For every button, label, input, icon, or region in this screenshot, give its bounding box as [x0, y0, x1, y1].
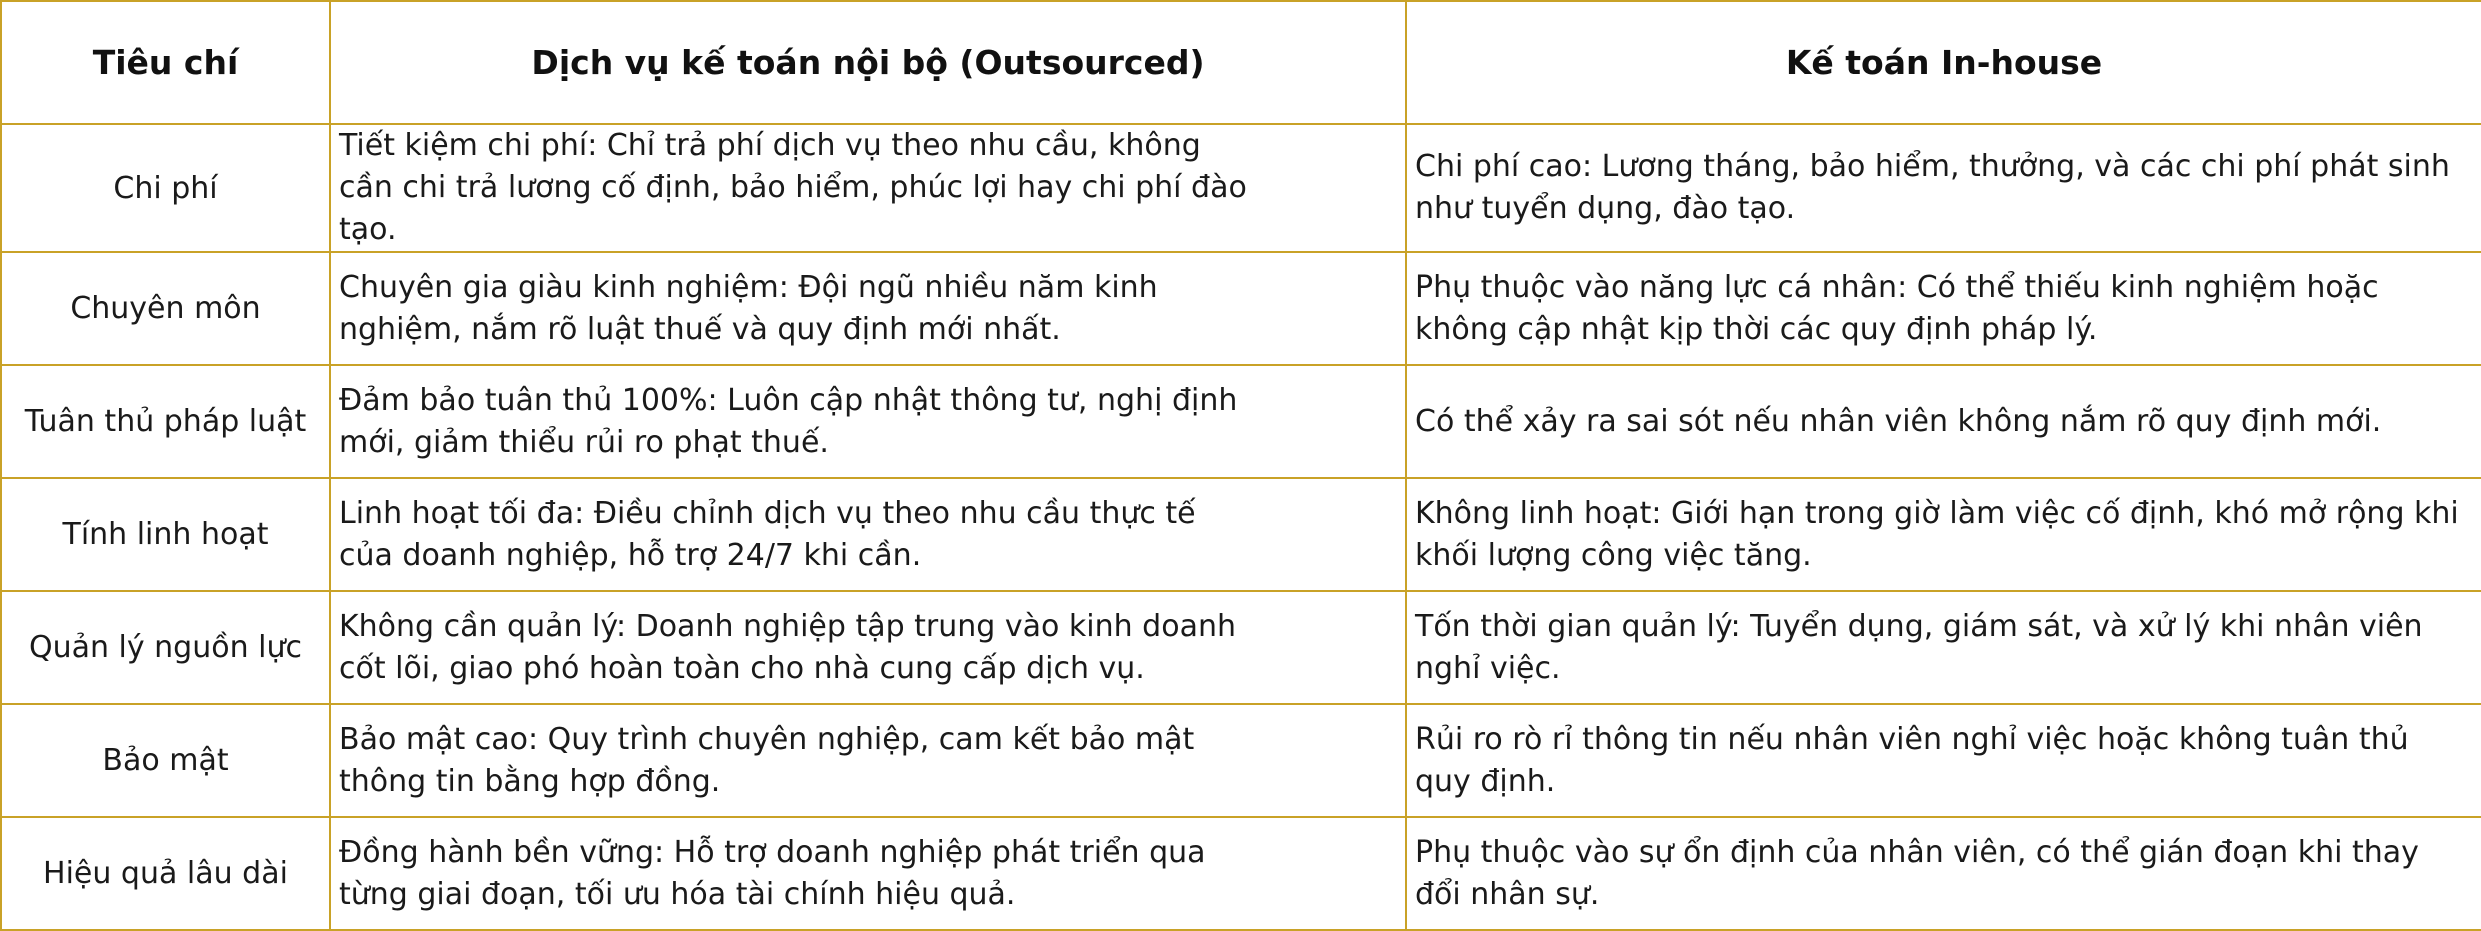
inhouse-text: Phụ thuộc vào sự ổn định của nhân viên, có thể gián đoạn khi thay đổi nhân sự. [1415, 834, 2419, 912]
table-header [1, 1, 2481, 124]
criterion-cell: Tính linh hoạt [1, 478, 330, 591]
inhouse-cell [1406, 252, 2481, 365]
inhouse-text: Không linh hoạt: Giới hạn trong giờ làm việc cố định, khó mở rộng khi khối lượng công việc tăng. [1415, 495, 2459, 573]
table-body [1, 124, 2481, 930]
table-row [1, 124, 2481, 252]
inhouse-cell [1406, 124, 2481, 252]
table-row [1, 365, 2481, 478]
outsourced-cell [330, 817, 1406, 930]
inhouse-cell [1406, 704, 2481, 817]
inhouse-text: Tốn thời gian quản lý: Tuyển dụng, giám sát, và xử lý khi nhân viên nghỉ việc. [1415, 608, 2423, 686]
criterion-cell: Hiệu quả lâu dài [1, 817, 330, 930]
header-outsourced: Dịch vụ kế toán nội bộ (Outsourced) [330, 1, 1406, 124]
table-row [1, 252, 2481, 365]
criterion-cell: Tuân thủ pháp luật [1, 365, 330, 478]
header-criteria: Tiêu chí [1, 1, 330, 124]
inhouse-cell [1406, 817, 2481, 930]
outsourced-cell [330, 124, 1406, 252]
table-row [1, 704, 2481, 817]
outsourced-text: Đảm bảo tuân thủ 100%: Luôn cập nhật thông tư, nghị định mới, giảm thiểu rủi ro phạt thuế. [339, 382, 1238, 460]
criterion-cell: Bảo mật [1, 704, 330, 817]
outsourced-text: Tiết kiệm chi phí: Chỉ trả phí dịch vụ theo nhu cầu, không cần chi trả lương cố định, bảo hiểm, phúc lợi hay chi phí đào tạo. [339, 128, 1247, 247]
table-row [1, 817, 2481, 930]
table-row [1, 591, 2481, 704]
outsourced-text: Chuyên gia giàu kinh nghiệm: Đội ngũ nhiều năm kinh nghiệm, nắm rõ luật thuế và quy định mới nhất. [339, 269, 1158, 347]
inhouse-text: Phụ thuộc vào năng lực cá nhân: Có thể thiếu kinh nghiệm hoặc không cập nhật kịp thời các quy định pháp lý. [1415, 269, 2379, 347]
outsourced-cell [330, 252, 1406, 365]
outsourced-text: Không cần quản lý: Doanh nghiệp tập trung vào kinh doanh cốt lõi, giao phó hoàn toàn cho nhà cung cấp dịch vụ. [339, 608, 1236, 686]
criterion-cell: Chuyên môn [1, 252, 330, 365]
outsourced-cell [330, 478, 1406, 591]
inhouse-cell [1406, 591, 2481, 704]
table-row [1, 478, 2481, 591]
inhouse-text: Chi phí cao: Lương tháng, bảo hiểm, thưởng, và các chi phí phát sinh như tuyển dụng, đào tạo. [1415, 149, 2450, 226]
outsourced-cell [330, 365, 1406, 478]
criterion-cell: Chi phí [1, 124, 330, 252]
inhouse-cell [1406, 478, 2481, 591]
inhouse-cell [1406, 365, 2481, 478]
outsourced-text: Đồng hành bền vững: Hỗ trợ doanh nghiệp phát triển qua từng giai đoạn, tối ưu hóa tài chính hiệu quả. [339, 834, 1206, 912]
inhouse-text: Có thể xảy ra sai sót nếu nhân viên không nắm rõ quy định mới. [1415, 403, 2382, 439]
outsourced-cell [330, 591, 1406, 704]
header-inhouse: Kế toán In-house [1406, 1, 2481, 124]
outsourced-text: Bảo mật cao: Quy trình chuyên nghiệp, cam kết bảo mật thông tin bằng hợp đồng. [339, 721, 1195, 799]
inhouse-text: Rủi ro rò rỉ thông tin nếu nhân viên nghỉ việc hoặc không tuân thủ quy định. [1415, 721, 2409, 799]
criterion-cell: Quản lý nguồn lực [1, 591, 330, 704]
header-row [1, 1, 2481, 124]
outsourced-text: Linh hoạt tối đa: Điều chỉnh dịch vụ theo nhu cầu thực tế của doanh nghiệp, hỗ trợ 24/7 khi cần. [339, 495, 1196, 573]
outsourced-cell [330, 704, 1406, 817]
